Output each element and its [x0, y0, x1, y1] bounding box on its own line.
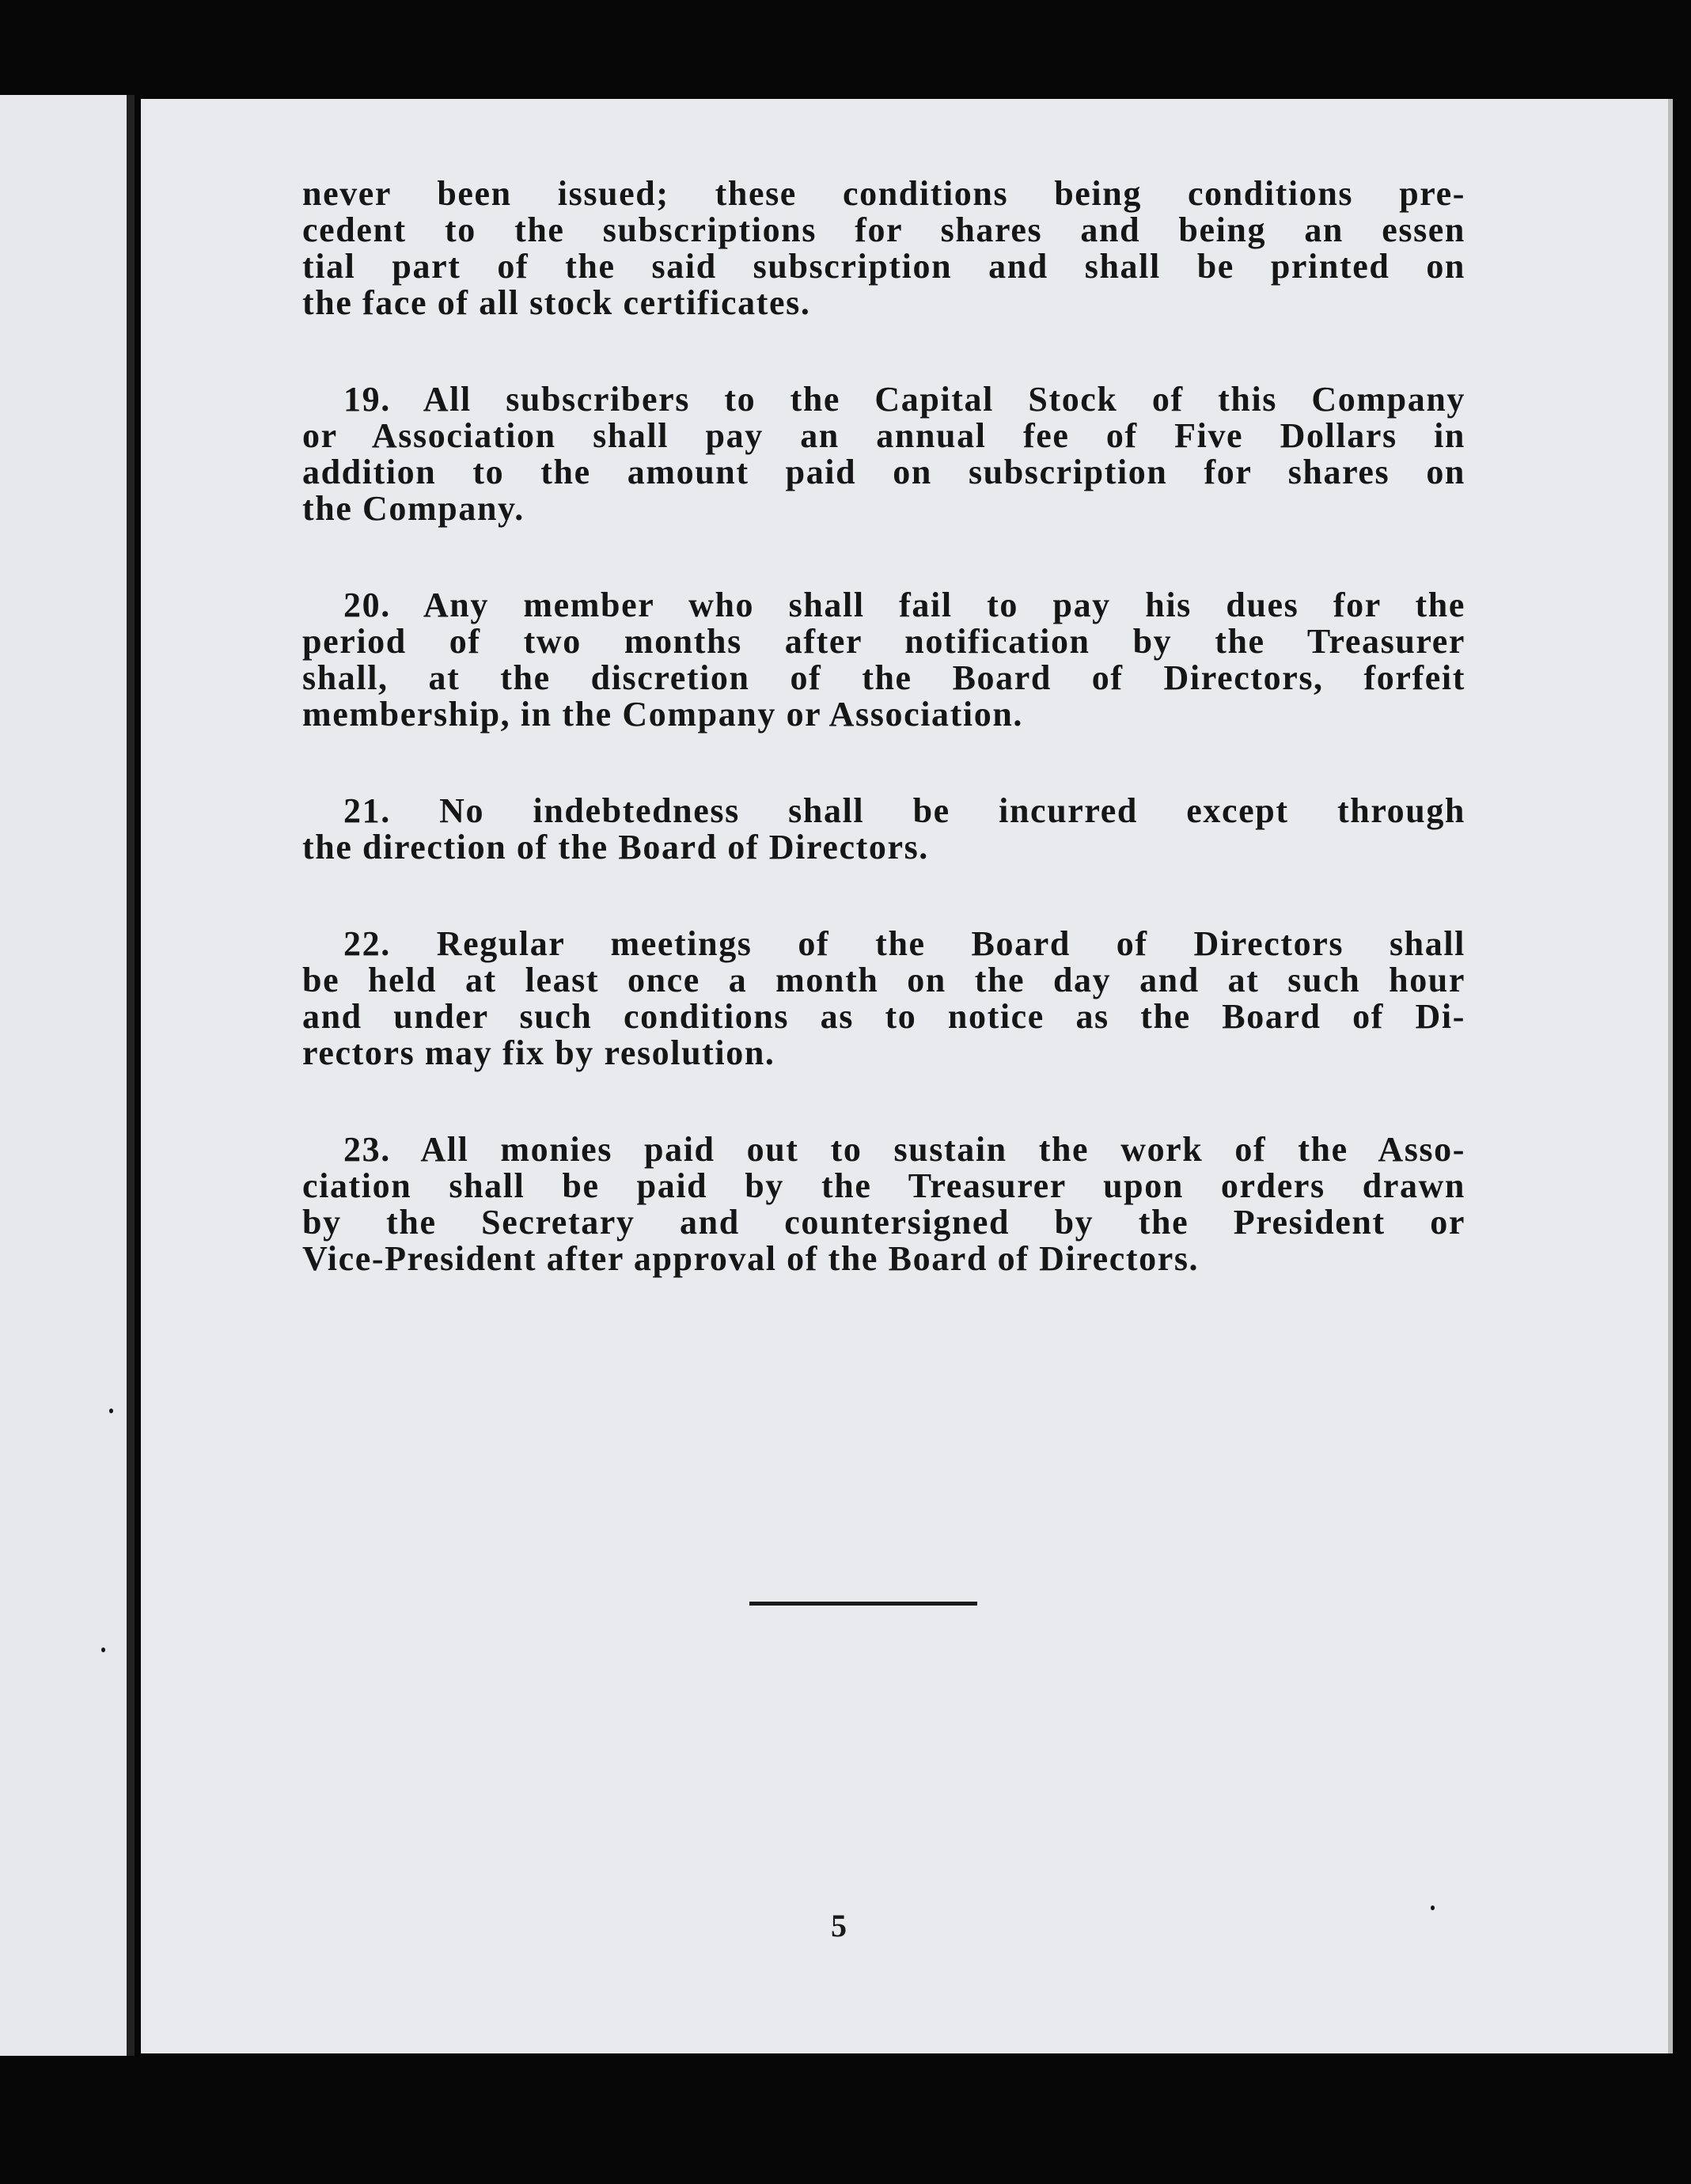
- body-text: [302, 176, 1465, 1337]
- text-line: and under such conditions as to notice as the Board of Di-: [302, 997, 1465, 1036]
- page-edge: [1668, 99, 1673, 2053]
- paragraph-23: [302, 1132, 1465, 1277]
- text-line: be held at least once a month on the day and at such hour: [302, 961, 1465, 999]
- text-line: tial part of the said subscription and shall be printed on: [302, 247, 1465, 286]
- text-line: 21. No indebtedness shall be incurred except through: [343, 791, 1465, 830]
- page-number: 5: [831, 1908, 847, 1943]
- text-line: 20. Any member who shall fail to pay his dues for the: [343, 586, 1465, 624]
- scan-speck: [1431, 1905, 1435, 1910]
- paragraph-20: [302, 587, 1465, 733]
- scan-speck: [101, 1647, 105, 1652]
- paragraph-22: [302, 926, 1465, 1071]
- facing-page-edge: [0, 95, 133, 2056]
- text-line: the face of all stock certificates.: [302, 283, 811, 322]
- paragraph-19: [302, 381, 1465, 527]
- paragraph-continuation: [302, 176, 1465, 321]
- text-line: 22. Regular meetings of the Board of Directors shall: [343, 924, 1465, 963]
- text-line: 23. All monies paid out to sustain the work of the Asso-: [343, 1130, 1465, 1169]
- text-line: shall, at the discretion of the Board of Directors, forfeit: [302, 658, 1465, 697]
- text-line: rectors may fix by resolution.: [302, 1033, 775, 1072]
- text-line: the Company.: [302, 489, 525, 528]
- text-line: or Association shall pay an annual fee of Five Dollars in: [302, 416, 1465, 455]
- scan-speck: [109, 1409, 113, 1413]
- text-line: addition to the amount paid on subscription for shares on: [302, 453, 1465, 491]
- text-line: 19. All subscribers to the Capital Stock of this Company: [343, 380, 1465, 419]
- text-line: by the Secretary and countersigned by the President or: [302, 1203, 1465, 1242]
- text-line: period of two months after notification by the Treasurer: [302, 622, 1465, 661]
- text-line: membership, in the Company or Association.: [302, 695, 1023, 734]
- text-line: never been issued; these conditions being conditions pre-: [302, 174, 1465, 213]
- text-line: cedent to the subscriptions for shares and being an essen: [302, 210, 1465, 249]
- book-spine: [127, 95, 135, 2056]
- paragraph-21: [302, 793, 1465, 866]
- text-line: Vice-President after approval of the Board of Directors.: [302, 1239, 1200, 1278]
- text-line: the direction of the Board of Directors.: [302, 828, 929, 866]
- section-divider: [749, 1602, 977, 1606]
- text-line: ciation shall be paid by the Treasurer upon orders drawn: [302, 1166, 1465, 1205]
